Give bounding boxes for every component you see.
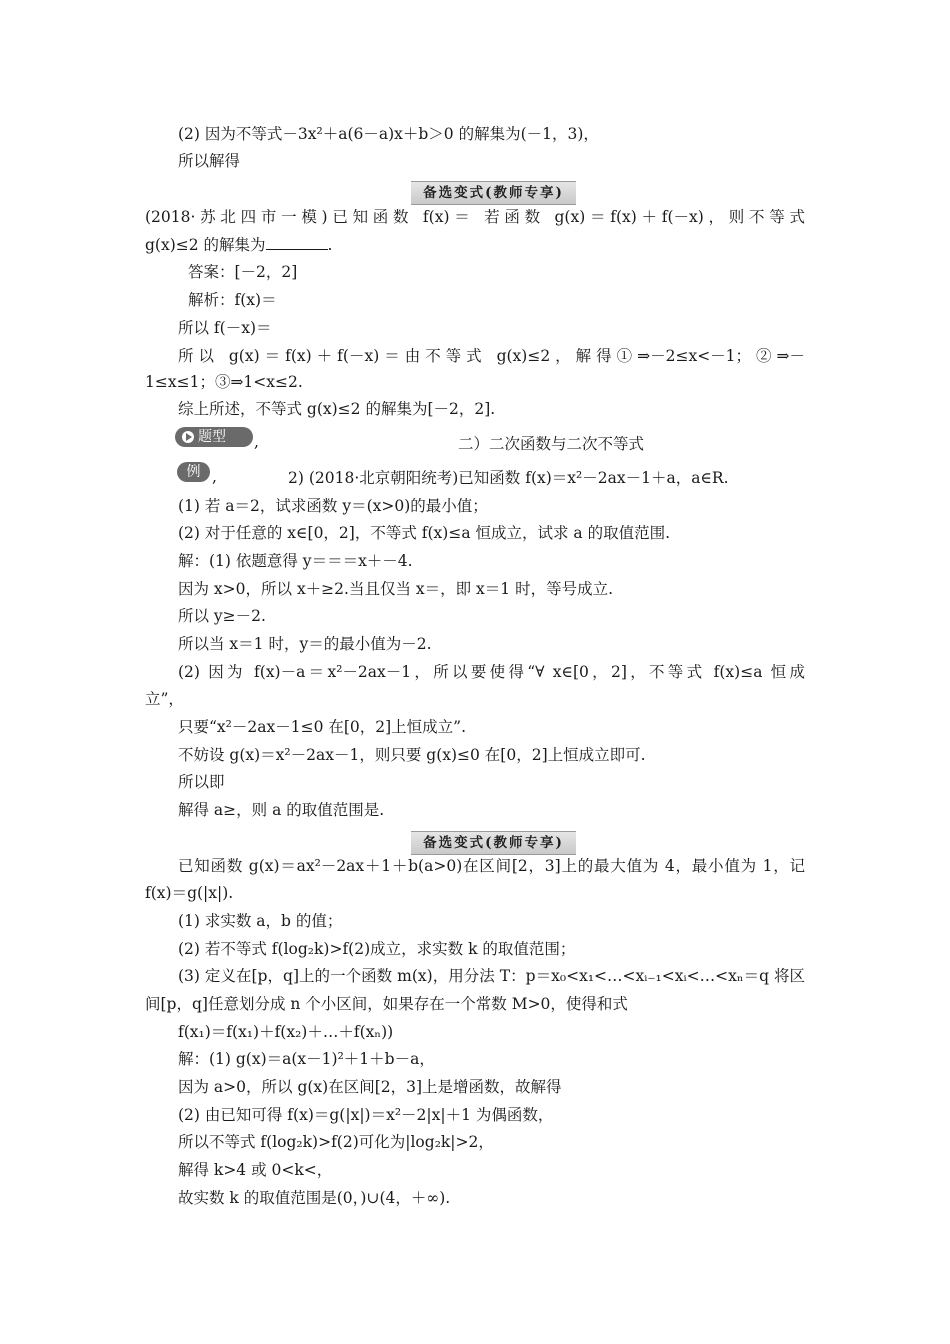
solution-text: 解：(1) g(x)＝a(x－1)²＋1＋b－a，	[178, 1050, 435, 1068]
question-text: (3) 定义在[p，q]上的一个函数 m(x)，用分法 T：p＝x₀<x₁<…<xᵢ₋₁<xᵢ<…<xₙ＝q 将区	[178, 967, 805, 985]
solution-text: 解得 k>4 或 0<k<，	[178, 1161, 333, 1179]
solution-text: 不妨设 g(x)＝x²－2ax－1，则只要 g(x)≤0 在[0，2]上恒成立即可.	[178, 746, 646, 764]
solution-text: 解：(1) 依题意得 y＝＝＝x＋－4.	[178, 552, 413, 570]
example-comma: ,	[212, 468, 217, 486]
question-text-part: .	[327, 236, 333, 254]
question-text: (2018·苏北四市一模)已知函数 f(x)＝ 若函数 g(x)＝f(x)＋f(－x)，则不等式	[145, 208, 805, 226]
question-text: 已知函数 g(x)＝ax²－2ax＋1＋b(a>0)在区间[2，3]上的最大值为 4，最小值为 1，记	[178, 857, 805, 875]
solution-text: 所以即	[178, 773, 225, 791]
solution-text: (2) 由已知可得 f(x)＝g(|x|)＝x²－2|x|＋1 为偶函数，	[178, 1106, 554, 1124]
answer-blank	[266, 235, 328, 250]
solution-text: 所以 y≥－2.	[178, 607, 266, 625]
topic-badge	[175, 427, 253, 447]
question-text: f(x₁)＝f(x₁)＋f(x₂)＋…＋f(xₙ))	[178, 1023, 394, 1041]
solution-text: 只要“x²－2ax－1≤0 在[0，2]上恒成立”.	[178, 718, 467, 736]
analysis-text: 解析：f(x)＝	[188, 291, 277, 309]
play-arrow-icon	[182, 431, 194, 443]
question-text: (2) 若不等式 f(log₂k)>f(2)成立，求实数 k 的取值范围；	[178, 940, 576, 958]
example-badge: 例	[177, 462, 210, 482]
example-intro: 2) (2018·北京朝阳统考)已知函数 f(x)＝x²－2ax－1＋a，a∈R.	[288, 469, 729, 487]
question-text: 间[p，q]任意划分成 n 个小区间，如果存在一个常数 M>0，使得和式	[145, 995, 628, 1013]
text-line: (2) 因为不等式－3x²＋a(6－a)x＋b＞0 的解集为(－1，3)，	[178, 125, 599, 143]
question-text: (1) 若 a＝2，试求函数 y＝(x>0)的最小值；	[178, 497, 488, 515]
question-text: (2) 对于任意的 x∈[0，2]，不等式 f(x)≤a 恒成立，试求 a 的取值范围.	[178, 524, 671, 542]
analysis-text: 1≤x≤1；③⇒1<x≤2.	[145, 373, 303, 391]
conclusion-text: 综上所述，不等式 g(x)≤2 的解集为[－2，2].	[178, 400, 496, 418]
solution-text: 所以不等式 f(log₂k)>f(2)可化为|log₂k|>2，	[178, 1133, 494, 1151]
topic-badge-label: 题型	[198, 429, 226, 445]
solution-text: 故实数 k 的取值范围是(0，)∪(4，＋∞).	[178, 1189, 451, 1207]
question-text	[145, 235, 332, 255]
solution-text: (2) 因为 f(x)－a＝x²－2ax－1，所以要使得“∀ x∈[0，2]，不等式 f(x)≤a 恒成	[178, 663, 805, 681]
solution-text: 所以当 x＝1 时，y＝的最小值为－2.	[178, 635, 432, 653]
section-banner: 备选变式(教师专享)	[411, 181, 576, 205]
solution-text: 立”，	[145, 690, 184, 708]
section-banner: 备选变式(教师专享)	[411, 831, 576, 855]
solution-text: 因为 a>0，所以 g(x)在区间[2，3]上是增函数，故解得	[178, 1078, 562, 1096]
text-line: 所以解得	[178, 152, 241, 170]
topic-comma: ,	[254, 433, 259, 451]
analysis-text: 所以 f(－x)＝	[178, 319, 272, 337]
solution-text: 解得 a≥，则 a 的取值范围是.	[178, 801, 385, 819]
solution-text: 因为 x>0，所以 x＋≥2.当且仅当 x＝，即 x＝1 时，等号成立.	[178, 580, 614, 598]
topic-title: 二）二次函数与二次不等式	[458, 435, 645, 453]
question-text: f(x)＝g(|x|).	[145, 884, 234, 902]
answer-text: 答案：[－2，2]	[188, 263, 298, 281]
question-text-part: g(x)≤2 的解集为	[145, 236, 266, 254]
analysis-text: 所以 g(x)＝f(x)＋f(－x)＝由不等式 g(x)≤2，解得①⇒－2≤x<－1；②⇒－	[178, 347, 805, 365]
question-text: (1) 求实数 a，b 的值；	[178, 912, 343, 930]
